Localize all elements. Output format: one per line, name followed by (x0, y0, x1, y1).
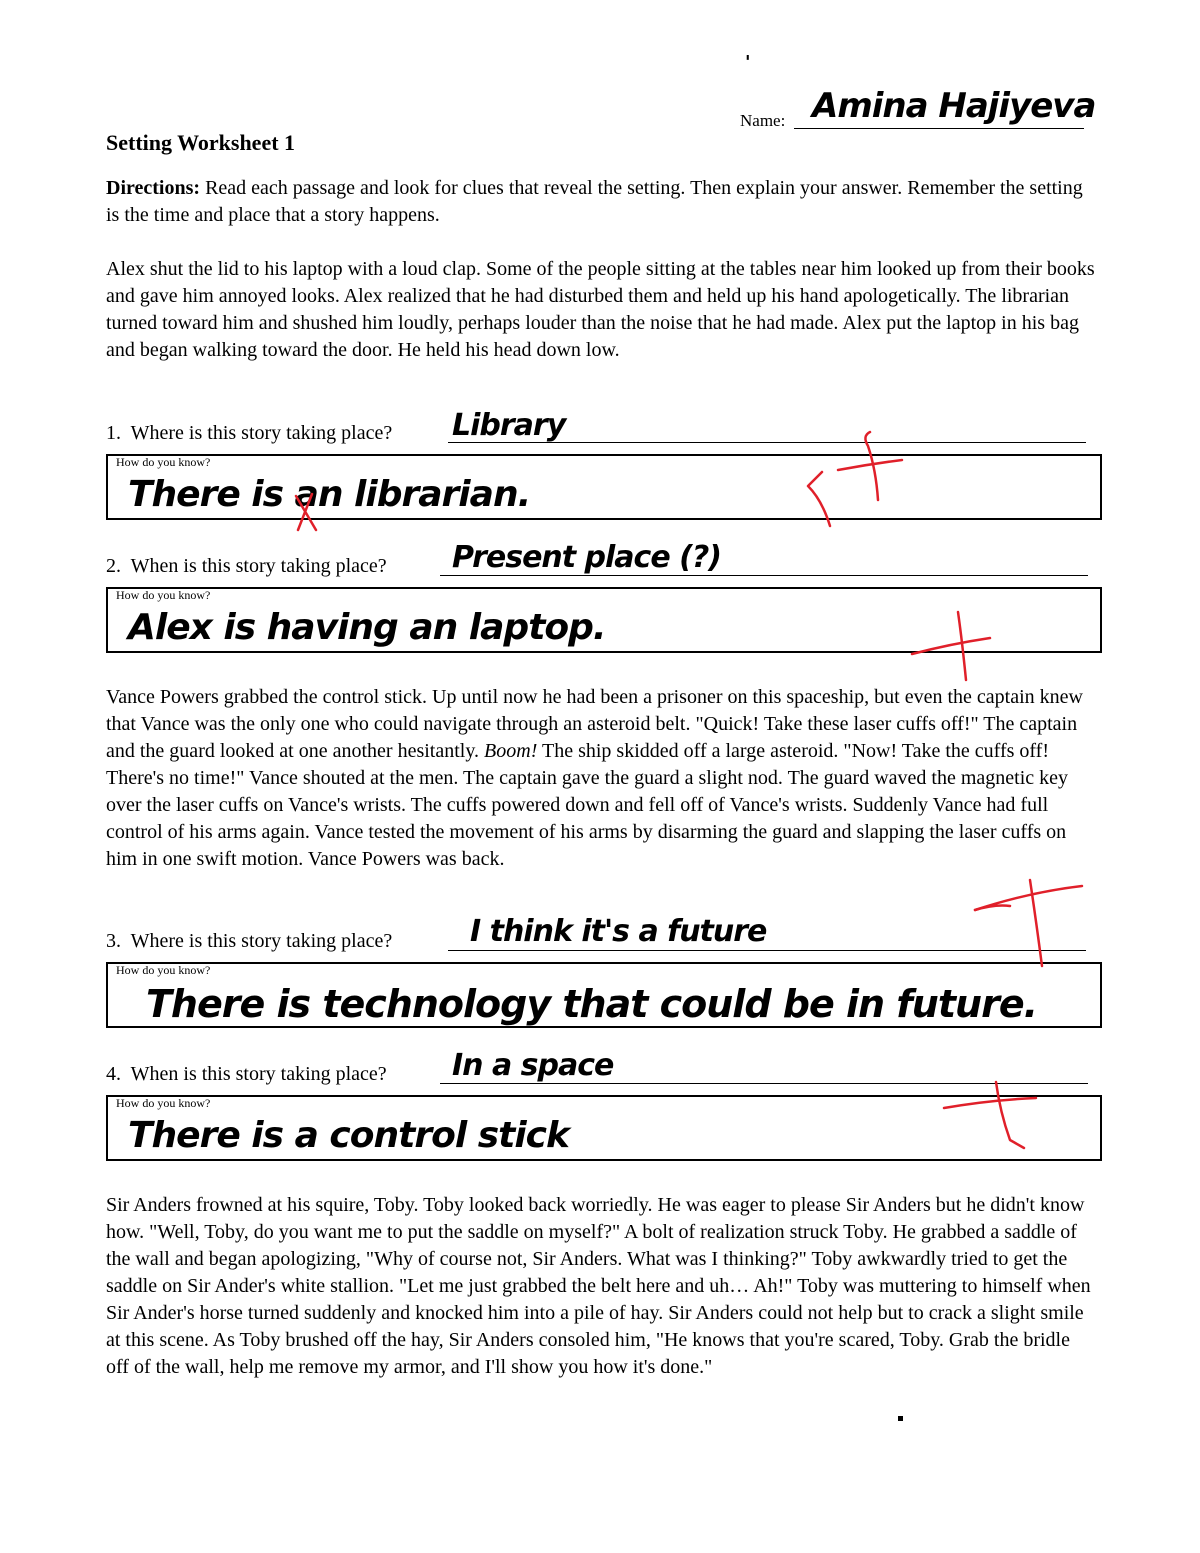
question-number: 1. (106, 422, 121, 444)
how-label: How do you know? (116, 963, 211, 977)
how-label: How do you know? (116, 455, 211, 469)
question-prompt: When is this story taking place? (130, 555, 387, 577)
question-number: 4. (106, 1063, 121, 1085)
answer-1: Library (452, 408, 566, 443)
name-label: Name: (740, 111, 786, 130)
passage-2-emphasis: Boom! (484, 740, 538, 762)
answer-4: In a space (452, 1048, 614, 1083)
check-mark-icon (808, 472, 830, 526)
directions-label: Directions: (106, 177, 201, 199)
passage-2-text-b: The ship skidded off a large asteroid. "Now! Take the cuffs off! There's no time!" Vance shouted at the men. The captain gave the guard a slight nod. The guard waved the magnetic key over the laser cuffs on Vance's wrists. The cuffs powered down and fell off of Vance's wrists. Suddenly Vance had full control of his arms again. Vance tested the movement of his arms by disarming the guard and slapping the laser cuffs on him in one swift motion. Vance Powers was back. (106, 740, 1069, 870)
how-label: How do you know? (116, 588, 211, 602)
answer-3: I think it's a future (470, 914, 767, 949)
question-prompt: When is this story taking place? (130, 1063, 387, 1085)
explanation-3: There is technology that could be in future. (146, 982, 1038, 1026)
check-mark-icon (996, 1082, 1024, 1148)
question-prompt: Where is this story taking place? (130, 422, 393, 444)
explanation-1: There is an librarian. (128, 474, 531, 515)
passage-2-text-a: Vance Powers grabbed the control stick. Up until now he had been a prisoner on this spaceship, but even the captain knew that Vance was the only one who could navigate through an asteroid belt. "Quick! Take these laser cuffs off!" The captain and the guard looked at one another hesitantly. (106, 686, 1083, 762)
question-prompt: Where is this story taking place? (130, 930, 393, 952)
check-mark-icon (958, 612, 966, 680)
how-label: How do you know? (116, 1096, 211, 1110)
passage-3: Sir Anders frowned at his squire, Toby. Toby looked back worriedly. He was eager to please Sir Anders but he didn't know how. "Well, Toby, do you want me to put the saddle on myself?" A bolt of realization struck Toby. He grabbed a saddle of the wall and began apologizing, "Why of course not, Sir Anders. What was I thinking?" Toby awkwardly tried to get the saddle on Sir Ander's white stallion. "Let me just grabbed the belt here and uh… Ah!" Toby was muttering to himself when Sir Ander's horse turned suddenly and knocked him into a pile of hay. Sir Anders could not help but to crack a slight smile at this scene. As Toby brushed off the hay, Sir Anders consoled him, "He knows that you're scared, Toby. Grab the bridle off of the wall, help me remove my armor, and I'll show you how it's done." (106, 1194, 1091, 1378)
stray-pen-mark: ' (745, 52, 751, 73)
answer-2: Present place (?) (452, 540, 721, 575)
check-mark-icon (944, 1098, 1036, 1108)
check-mark-icon (838, 460, 902, 470)
explanation-2: Alex is having an laptop. (128, 607, 606, 648)
question-number: 3. (106, 930, 121, 952)
cross-mark-icon (296, 494, 316, 530)
check-mark-icon (975, 906, 1010, 911)
passage-1: Alex shut the lid to his laptop with a loud clap. Some of the people sitting at the tables near him looked up from their books and gave him annoyed looks. Alex realized that he had disturbed them and held up his hand apologetically. The librarian turned toward him and shushed him loudly, perhaps louder than the noise that he had made. Alex put the laptop in his bag and began walking toward the door. He held his head down low. (106, 258, 1095, 361)
question-number: 2. (106, 555, 121, 577)
worksheet-title: Setting Worksheet 1 (106, 130, 296, 155)
student-name: Amina Hajiyeva (812, 86, 1096, 126)
check-mark-icon (912, 638, 990, 654)
explanation-4: There is a control stick (128, 1115, 569, 1156)
directions-text: Read each passage and look for clues that reveal the setting. Then explain your answer. Remember the setting is the time and place that a story happens. (106, 177, 1083, 226)
